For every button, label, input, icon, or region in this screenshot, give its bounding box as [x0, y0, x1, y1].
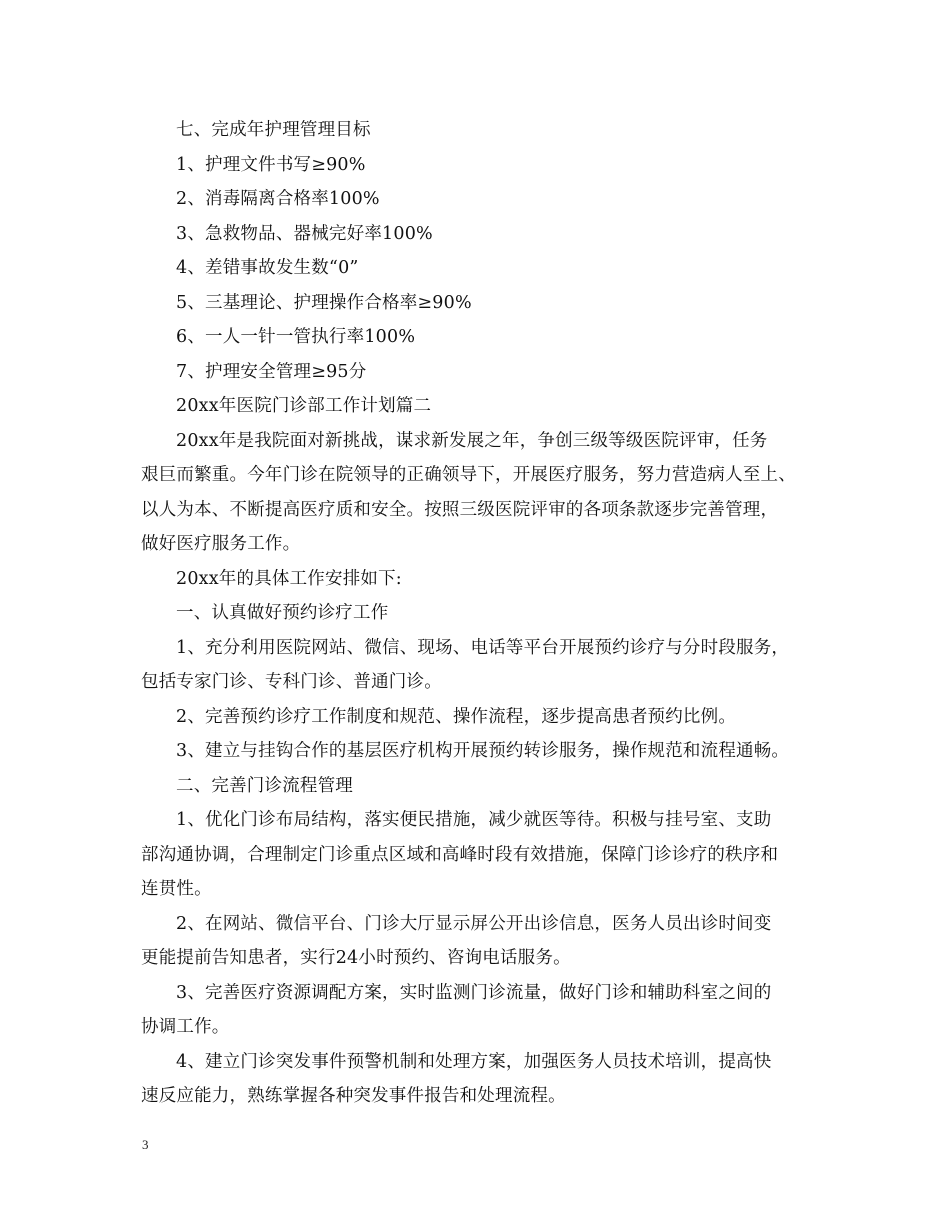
section1-item2: 2、完善预约诊疗工作制度和规范、操作流程，逐步提高患者预约比例。: [176, 706, 737, 727]
document-body: [141, 113, 811, 1114]
section2-item4-line-1: 4、建立门诊突发事件预警机制和处理方案，加强医务人员技术培训，提高快: [176, 1051, 772, 1072]
goal-item-4: 4、差错事故发生数“0”: [176, 258, 359, 278]
section2-item2-line-2: 更能提前告知患者，实行24小时预约、咨询电话服务。: [141, 948, 571, 968]
goal-item-5: 5、三基理论、护理操作合格率≥90%: [176, 292, 472, 313]
section1-item1-line-1: 1、充分利用医院网站、微信、现场、电话等平台开展预约诊疗与分时段服务，: [176, 637, 790, 658]
intro-line-4: 做好医疗服务工作。: [141, 534, 301, 554]
section2-item3-line-1: 3、完善医疗资源调配方案，实时监测门诊流量，做好门诊和辅助科室之间的: [176, 982, 772, 1003]
intro-line-2: 艰巨而繁重。今年门诊在院领导的正确领导下，开展医疗服务，努力营造病人至上、: [141, 465, 796, 485]
section2-item3-line-2: 协调工作。: [141, 1017, 230, 1037]
goal-item-6: 6、一人一针一管执行率100%: [176, 327, 416, 347]
section2-item2-line-1: 2、在网站、微信平台、门诊大厅显示屏公开出诊信息，医务人员出诊时间变: [176, 913, 772, 934]
section2-item1-line-3: 连贯性。: [141, 879, 212, 899]
section1-title: 一、认真做好预约诊疗工作: [176, 603, 389, 623]
section1-item1-line-2: 包括专家门诊、专科门诊、普通门诊。: [141, 672, 442, 692]
arrangement-title: 20xx年的具体工作安排如下:: [176, 568, 402, 589]
intro-line-3: 以人为本、不断提高医疗质和安全。按照三级医院评审的各项条款逐步完善管理，: [141, 499, 779, 520]
section7-title: 七、完成年护理管理目标: [176, 120, 371, 140]
intro-line-1: 20xx年是我院面对新挑战，谋求新发展之年，争创三级等级医院评审，任务: [176, 430, 768, 451]
section2-item1-line-1: 1、优化门诊布局结构，落实便民措施，减少就医等待。积极与挂号室、支助: [176, 810, 772, 830]
section2-title: 二、完善门诊流程管理: [176, 775, 353, 796]
section1-item3: 3、建立与挂钩合作的基层医疗机构开展预约转诊服务，操作规范和流程通畅。: [176, 741, 790, 761]
article-title: 20xx年医院门诊部工作计划篇二: [176, 396, 432, 416]
goal-item-3: 3、急救物品、器械完好率100%: [176, 223, 433, 244]
page-number: 3: [142, 1137, 149, 1152]
goal-item-1: 1、护理文件书写≥90%: [176, 154, 366, 175]
goal-item-2: 2、消毒隔离合格率100%: [176, 189, 380, 209]
section2-item1-line-2: 部沟通协调，合理制定门诊重点区域和高峰时段有效措施，保障门诊诊疗的秩序和: [141, 844, 779, 865]
goal-item-7: 7、护理安全管理≥95分: [176, 361, 367, 382]
section2-item4-line-2: 速反应能力，熟练掌握各种突发事件报告和处理流程。: [141, 1086, 566, 1106]
